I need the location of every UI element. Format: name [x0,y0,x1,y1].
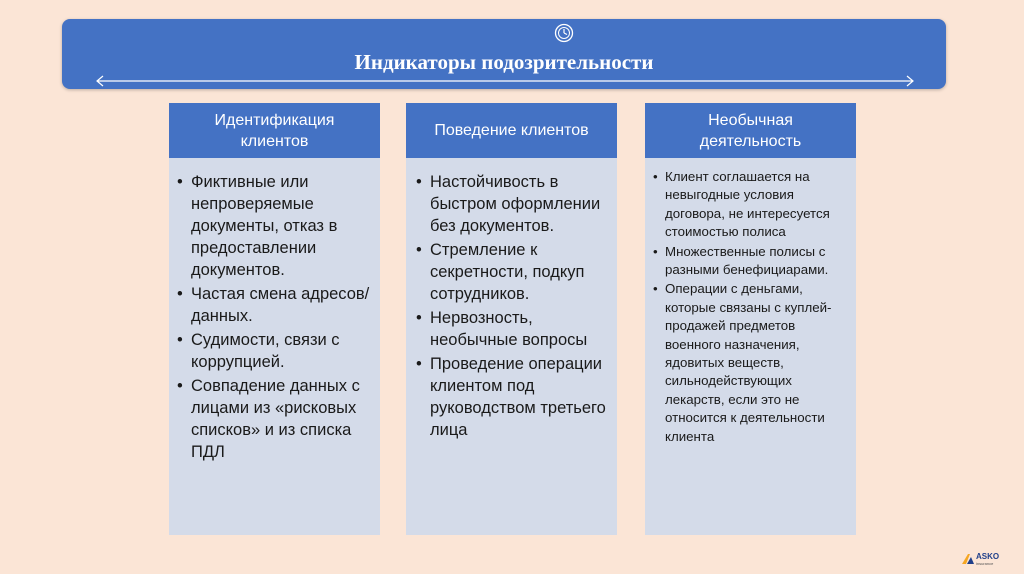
list-item: • Клиент соглашается на невыгодные условия договора, не интересуется стоимостью полиса [653,169,830,240]
logo-mark-icon [962,554,974,564]
list-item: • Совпадение данных с лицами из «рисковых списков» и из списка ПДЛ [177,377,360,461]
logo-subtext: insurance [976,561,994,566]
list-item: • Операции с деньгами, которые связаны с куплей-продажей предметов военного назначения, ядовитых веществ, сильнодействующих лекарств, если это не относится к деятельности клиента [653,281,832,444]
column-header-unusual-activity [645,103,856,158]
list-item: • Проведение операции клиентом под руководством третьего лица [416,355,606,439]
list-item: • Судимости, связи с коррупцией. [177,331,340,371]
company-logo [962,552,1018,568]
column-body-unusual-activity [645,158,856,535]
list-item: • Фиктивные или непроверяемые документы, отказ в предоставлении документов. [177,173,338,279]
logo-text: ASKO [976,552,1000,561]
double-arrow-icon [95,74,915,88]
column-header-label: Поведение клиентов [434,122,589,139]
clock-icon [554,23,574,43]
list-item: • Настойчивость в быстром оформлении без документов. [416,173,601,235]
column-header-label: Идентификация клиентов [214,111,335,150]
column-header-identification [169,103,380,158]
list-item: • Стремление к секретности, подкуп сотрудников. [416,241,585,303]
column-body-behavior [406,158,617,535]
column-header-behavior [406,103,617,158]
column-header-label: Необычная деятельность [699,111,802,150]
list-item: • Нервозность, необычные вопросы [416,309,588,349]
page-title: Индикаторы подозрительности [354,50,654,74]
column-body-identification [169,158,380,535]
list-item: • Множественные полисы с разными бенефициарами. [653,243,829,278]
list-item: • Частая смена адресов/данных. [177,285,370,325]
